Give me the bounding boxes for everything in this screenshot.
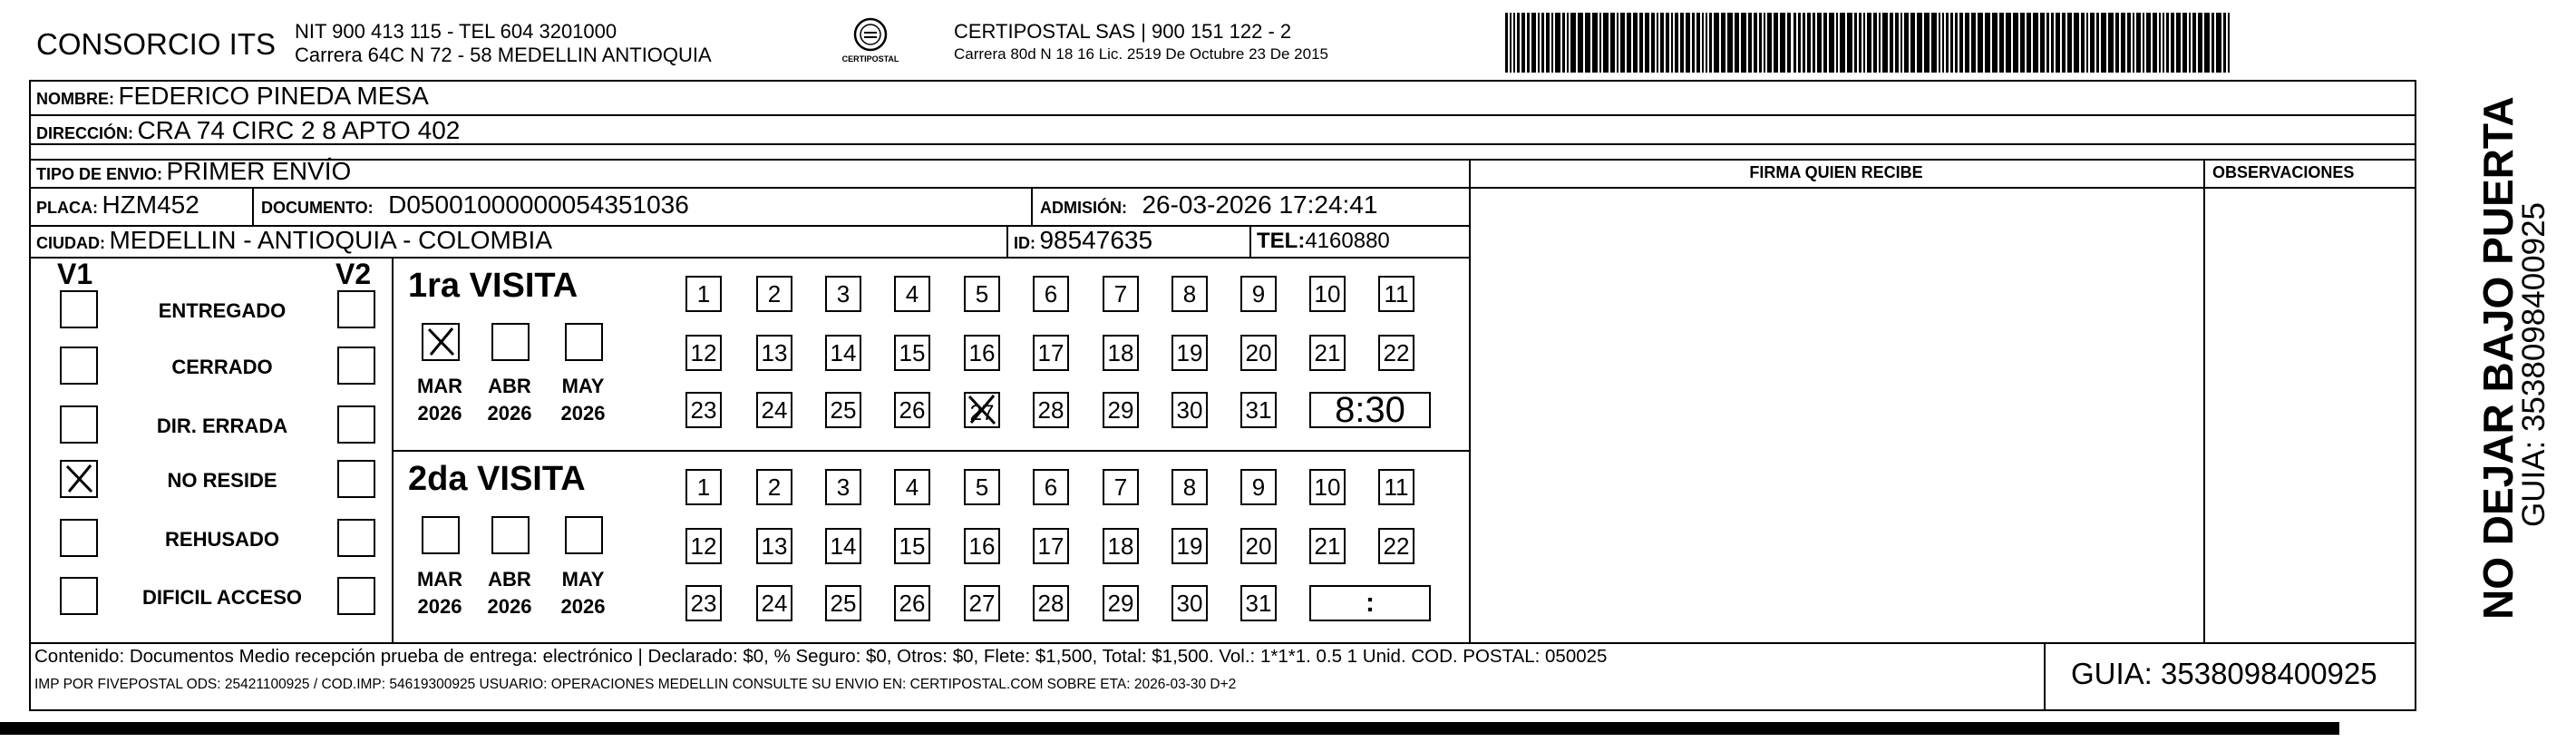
barcode-bar bbox=[2096, 13, 2099, 73]
visit1-day-box[interactable]: 26 bbox=[894, 392, 930, 428]
tel-label: TEL: bbox=[1257, 229, 1306, 253]
barcode-bar bbox=[1735, 13, 1739, 73]
barcode-bar bbox=[1859, 13, 1862, 73]
barcode-bar bbox=[1895, 13, 1899, 73]
barcode-bar bbox=[1793, 13, 1796, 73]
visit1-day-box[interactable]: 1 bbox=[685, 276, 722, 312]
admision-field bbox=[1040, 190, 1377, 220]
visit2-day-box[interactable]: 11 bbox=[1378, 469, 1414, 505]
barcode-bar bbox=[1578, 13, 1583, 73]
barcode-bar bbox=[1840, 13, 1845, 73]
visit2-day-box[interactable]: 1 bbox=[685, 469, 722, 505]
visit2-day-box[interactable]: 3 bbox=[825, 469, 861, 505]
footer-imp: IMP POR FIVEPOSTAL ODS: 25421100925 / COD.IMP: 54619300925 USUARIO: OPERACIONES MEDELLIN CONSULTE SU ENVIO EN: CERTIPOSTAL.COM SOBRE ETA: 2026-03-30 D+2 bbox=[34, 677, 1237, 692]
barcode-bar bbox=[2166, 13, 2169, 73]
visit1-year-label: 2026 bbox=[417, 402, 462, 425]
visit2-day-box[interactable]: 5 bbox=[964, 469, 1000, 505]
visit1-title: 1ra VISITA bbox=[408, 267, 578, 305]
barcode-bar bbox=[1603, 13, 1609, 73]
status-label: DIFICIL ACCESO bbox=[141, 586, 302, 609]
barcode-bar bbox=[1890, 13, 1893, 73]
barcode-bar bbox=[1570, 13, 1576, 73]
logo-caption: CERTIPOSTAL bbox=[841, 54, 899, 63]
visit1-day-box[interactable]: 9 bbox=[1240, 276, 1277, 312]
footer-guia: GUIA: 3538098400925 bbox=[2071, 657, 2377, 690]
barcode-bar bbox=[1829, 13, 1834, 73]
barcode-bar bbox=[1510, 13, 1512, 73]
visit1-day-box[interactable]: 25 bbox=[825, 392, 861, 428]
v2-checkbox[interactable] bbox=[337, 347, 375, 385]
barcode-bar bbox=[2228, 13, 2230, 73]
barcode-bar bbox=[1645, 13, 1649, 73]
visit1-day-box[interactable]: 13 bbox=[756, 335, 792, 371]
barcode-bar bbox=[2223, 13, 2226, 73]
barcode-bar bbox=[2062, 13, 2066, 73]
barcode-bar bbox=[2216, 13, 2221, 73]
barcode-bar bbox=[1992, 13, 1998, 73]
barcode-bar bbox=[1709, 13, 1712, 73]
barcode-bar bbox=[1721, 13, 1725, 73]
barcode-bar bbox=[1931, 13, 1937, 73]
visit2-day-box[interactable]: 15 bbox=[894, 528, 930, 564]
barcode-bar bbox=[2121, 13, 2125, 73]
visit2-day-box[interactable]: 21 bbox=[1309, 528, 1346, 564]
barcode-bar bbox=[1978, 13, 1983, 73]
visit1-year-label: 2026 bbox=[560, 402, 606, 425]
documento-field bbox=[261, 190, 689, 220]
barcode-bar bbox=[1917, 13, 1922, 73]
visit1-day-box[interactable]: 8 bbox=[1171, 276, 1208, 312]
barcode-bar bbox=[1666, 13, 1669, 73]
visit2-year-label: 2026 bbox=[487, 595, 532, 618]
barcode-bar bbox=[1999, 13, 2004, 73]
barcode-bar bbox=[2198, 13, 2202, 73]
barcode-bar bbox=[2056, 13, 2060, 73]
visit1-month-checkbox[interactable] bbox=[565, 323, 603, 361]
barcode-bar bbox=[2133, 13, 2134, 73]
visit2-month-checkbox[interactable] bbox=[565, 516, 603, 554]
documento-value: D05001000000054351036 bbox=[388, 190, 689, 219]
visit1-month-label: MAR bbox=[416, 375, 463, 397]
barcode-bar bbox=[2086, 13, 2088, 73]
barcode-bar bbox=[2146, 13, 2151, 73]
visit1-day-box[interactable]: 30 bbox=[1171, 392, 1208, 428]
barcode-bar bbox=[1741, 13, 1746, 73]
barcode-bar bbox=[1900, 13, 1902, 73]
barcode-bar bbox=[1714, 13, 1719, 73]
visit2-day-box[interactable]: 18 bbox=[1103, 528, 1139, 564]
barcode-bar bbox=[1863, 13, 1865, 73]
footer-contenido: Contenido: Documentos Medio recepción prueba de entrega: electrónico | Declarado: $0, % Seguro: $0, Otros: $0, Flete: $1,500, Total: $1,500. Vol.: 1*1*1. 0.5 1 Unid. COD. POSTAL: 050025 bbox=[34, 646, 1608, 667]
barcode-bar bbox=[2163, 13, 2164, 73]
barcode-bar bbox=[1567, 13, 1569, 73]
barcode-bar bbox=[1513, 13, 1515, 73]
barcode-bar bbox=[1774, 13, 1778, 73]
barcode-bar bbox=[1798, 13, 1801, 73]
visit2-day-box[interactable]: 9 bbox=[1240, 469, 1277, 505]
visit2-year-label: 2026 bbox=[417, 595, 462, 618]
barcode-bar bbox=[1787, 13, 1791, 73]
barcode-bar bbox=[2040, 13, 2045, 73]
visit2-time-box[interactable]: : bbox=[1309, 585, 1431, 621]
barcode-bar bbox=[1505, 13, 1508, 73]
v2-checkbox[interactable] bbox=[337, 290, 375, 328]
v2-checkbox[interactable] bbox=[337, 405, 375, 444]
documento-label: DOCUMENTO: bbox=[261, 199, 374, 217]
direccion-value: CRA 74 CIRC 2 8 APTO 402 bbox=[137, 116, 461, 144]
visit1-day-box[interactable]: 11 bbox=[1378, 276, 1414, 312]
nombre-label: NOMBRE: bbox=[36, 90, 114, 108]
visit1-year-label: 2026 bbox=[487, 402, 532, 425]
visit1-day-box[interactable]: 29 bbox=[1103, 392, 1139, 428]
visit1-day-box[interactable]: 28 bbox=[1033, 392, 1069, 428]
visit2-month-label: ABR bbox=[488, 568, 531, 591]
visit2-day-box[interactable]: 28 bbox=[1033, 585, 1069, 621]
visit1-day-box[interactable]: 19 bbox=[1171, 335, 1208, 371]
barcode-bar bbox=[2136, 13, 2141, 73]
admision-value: 26-03-2026 17:24:41 bbox=[1142, 190, 1378, 219]
visit2-day-box[interactable]: 4 bbox=[894, 469, 930, 505]
status-label: NO RESIDE bbox=[167, 469, 277, 492]
barcode-bar bbox=[1873, 13, 1877, 73]
v2-checkbox[interactable] bbox=[337, 577, 375, 615]
barcode-bar bbox=[1671, 13, 1673, 73]
visit2-day-box[interactable]: 27 bbox=[964, 585, 1000, 621]
visit2-month-label: MAR bbox=[416, 568, 463, 591]
v1-checkbox[interactable] bbox=[60, 405, 98, 444]
barcode-bar bbox=[1803, 13, 1805, 73]
visit1-month-checkbox[interactable] bbox=[422, 323, 460, 361]
visit1-day-box[interactable]: 6 bbox=[1033, 276, 1069, 312]
visit1-time-box[interactable]: 8:30 bbox=[1309, 392, 1431, 428]
visit2-day-box[interactable]: 2 bbox=[756, 469, 792, 505]
barcode-bar bbox=[2108, 13, 2114, 73]
barcode-bar bbox=[2176, 13, 2181, 73]
v1-checkbox[interactable] bbox=[60, 577, 98, 615]
visit1-day-box[interactable]: 23 bbox=[685, 392, 722, 428]
barcode-bar bbox=[2159, 13, 2161, 73]
barcode-bar bbox=[1620, 13, 1625, 73]
visit2-day-box[interactable]: 23 bbox=[685, 585, 722, 621]
visit1-day-box[interactable]: 5 bbox=[964, 276, 1000, 312]
barcode-bar bbox=[1599, 13, 1601, 73]
visit1-day-box[interactable]: 20 bbox=[1240, 335, 1277, 371]
barcode-bar bbox=[2006, 13, 2011, 73]
visit1-day-box[interactable]: 12 bbox=[685, 335, 722, 371]
visit1-day-box[interactable]: 7 bbox=[1103, 276, 1139, 312]
tipo-envio-label: TIPO DE ENVIO: bbox=[36, 165, 163, 183]
visit2-title: 2da VISITA bbox=[408, 460, 586, 498]
visit1-day-box[interactable]: 24 bbox=[756, 392, 792, 428]
visit2-day-box[interactable]: 16 bbox=[964, 528, 1000, 564]
visit1-day-box[interactable]: 3 bbox=[825, 276, 861, 312]
barcode-bar bbox=[2013, 13, 2018, 73]
barcode-bar bbox=[2046, 13, 2049, 73]
placa-label: PLACA: bbox=[36, 199, 98, 217]
barcode-bar bbox=[2115, 13, 2119, 73]
barcode-bar bbox=[1675, 13, 1678, 73]
barcode-bar bbox=[2101, 13, 2106, 73]
visit1-month-checkbox[interactable] bbox=[491, 323, 530, 361]
ciudad-value: MEDELLIN - ANTIOQUIA - COLOMBIA bbox=[109, 226, 552, 254]
visit2-day-box[interactable]: 29 bbox=[1103, 585, 1139, 621]
barcode-bar bbox=[2182, 13, 2187, 73]
barcode-bar bbox=[1955, 13, 1958, 73]
barcode-bar bbox=[1686, 13, 1690, 73]
company-info-line1: NIT 900 413 115 - TEL 604 3201000 bbox=[295, 20, 617, 43]
barcode-bar bbox=[1867, 13, 1871, 73]
barcode-bar bbox=[2051, 13, 2054, 73]
svg-text:27: 27 bbox=[969, 401, 995, 425]
v1-checkbox[interactable] bbox=[60, 290, 98, 328]
visit2-month-checkbox[interactable] bbox=[422, 516, 460, 554]
barcode-bar bbox=[1823, 13, 1827, 73]
visit1-day-box[interactable] bbox=[964, 392, 1000, 428]
barcode-bar bbox=[1813, 13, 1815, 73]
v1-checkbox[interactable] bbox=[60, 519, 98, 557]
observaciones-label: OBSERVACIONES bbox=[2212, 163, 2355, 181]
tel-field bbox=[1257, 229, 1390, 254]
barcode-bar bbox=[1727, 13, 1733, 73]
visit1-day-box[interactable]: 16 bbox=[964, 335, 1000, 371]
barcode-bar bbox=[1551, 13, 1553, 73]
barcode-bar bbox=[2081, 13, 2085, 73]
id-field bbox=[1014, 226, 1152, 255]
barcode-bar bbox=[1764, 13, 1765, 73]
barcode-bar bbox=[2189, 13, 2191, 73]
visit1-day-box[interactable]: 10 bbox=[1309, 276, 1346, 312]
barcode-bar bbox=[1946, 13, 1949, 73]
firma-label: FIRMA QUIEN RECIBE bbox=[1749, 163, 1923, 181]
certipostal-logo bbox=[830, 16, 911, 69]
barcode-bar bbox=[1965, 13, 1969, 73]
barcode-bar bbox=[1660, 13, 1664, 73]
ciudad-field bbox=[36, 226, 552, 255]
barcode-bar bbox=[2171, 13, 2174, 73]
tipo-envio-value: PRIMER ENVÍO bbox=[166, 157, 352, 185]
barcode-bar bbox=[1617, 13, 1619, 73]
barcode-bar bbox=[1767, 13, 1772, 73]
barcode-bar bbox=[1639, 13, 1643, 73]
barcode-bar bbox=[1706, 13, 1707, 73]
visit1-day-box[interactable]: 21 bbox=[1309, 335, 1346, 371]
barcode-bar bbox=[1985, 13, 1990, 73]
barcode-bar bbox=[1924, 13, 1930, 73]
certipostal-info-line2: Carrera 80d N 18 16 Lic. 2519 De Octubre 23 De 2015 bbox=[954, 45, 1328, 63]
v2-checkbox[interactable] bbox=[337, 519, 375, 557]
barcode-bar bbox=[1702, 13, 1704, 73]
ciudad-label: CIUDAD: bbox=[36, 234, 105, 252]
barcode-bar bbox=[1910, 13, 1915, 73]
barcode-bar bbox=[1680, 13, 1684, 73]
barcode-bar bbox=[1780, 13, 1785, 73]
bottom-bar bbox=[0, 722, 2339, 735]
v2-label: V2 bbox=[335, 258, 372, 290]
barcode-bar bbox=[1562, 13, 1565, 73]
nombre-row bbox=[36, 82, 429, 111]
barcode-bar bbox=[1627, 13, 1631, 73]
barcode-bar bbox=[1585, 13, 1590, 73]
barcode-bar bbox=[1879, 13, 1881, 73]
visit1-day-box[interactable]: 31 bbox=[1240, 392, 1277, 428]
barcode-bar bbox=[1754, 13, 1757, 73]
barcode-bar bbox=[1748, 13, 1752, 73]
barcode-bar bbox=[2127, 13, 2131, 73]
barcode-bar bbox=[1950, 13, 1953, 73]
side-guia: GUIA: 3538098400925 bbox=[2516, 201, 2552, 528]
admision-label: ADMISIÓN: bbox=[1040, 199, 1127, 217]
v1-checkbox[interactable] bbox=[60, 347, 98, 385]
status-label: ENTREGADO bbox=[158, 299, 287, 322]
barcode-bar bbox=[2027, 13, 2031, 73]
visit2-day-box[interactable]: 6 bbox=[1033, 469, 1069, 505]
nombre-value: FEDERICO PINEDA MESA bbox=[118, 82, 429, 110]
visit2-day-box[interactable]: 31 bbox=[1240, 585, 1277, 621]
barcode-bar bbox=[1546, 13, 1550, 73]
visit1-day-box[interactable]: 22 bbox=[1378, 335, 1414, 371]
barcode-bar bbox=[1971, 13, 1976, 73]
company-name: CONSORCIO ITS bbox=[36, 27, 277, 61]
barcode-bar bbox=[2204, 13, 2210, 73]
tel-value: 4160880 bbox=[1305, 229, 1390, 253]
barcode-bar bbox=[1836, 13, 1838, 73]
status-label: REHUSADO bbox=[165, 528, 279, 551]
placa-value: HZM452 bbox=[102, 190, 199, 219]
barcode-bar bbox=[1882, 13, 1888, 73]
visit2-day-box[interactable]: 30 bbox=[1171, 585, 1208, 621]
barcode-bar bbox=[1759, 13, 1762, 73]
visit2-day-box[interactable]: 10 bbox=[1309, 469, 1346, 505]
barcode-bar bbox=[1521, 13, 1525, 73]
barcode-bar bbox=[2192, 13, 2196, 73]
visit1-day-box[interactable]: 4 bbox=[894, 276, 930, 312]
barcode-bar bbox=[1959, 13, 1963, 73]
barcode-bar bbox=[2090, 13, 2095, 73]
tipo-envio-row bbox=[36, 157, 351, 186]
visit2-month-label: MAY bbox=[561, 568, 605, 591]
visit1-month-label: MAY bbox=[561, 375, 605, 397]
barcode-bar bbox=[2067, 13, 2072, 73]
visit2-day-box[interactable]: 19 bbox=[1171, 528, 1208, 564]
visit2-day-box[interactable]: 14 bbox=[825, 528, 861, 564]
visit2-day-box[interactable]: 22 bbox=[1378, 528, 1414, 564]
status-label: DIR. ERRADA bbox=[156, 415, 288, 437]
barcode-bar bbox=[1904, 13, 1909, 73]
barcode-bar bbox=[1942, 13, 1944, 73]
barcode-bar bbox=[1692, 13, 1695, 73]
direccion-label: DIRECCIÓN: bbox=[36, 124, 133, 142]
visit2-day-box[interactable]: 26 bbox=[894, 585, 930, 621]
barcode-bar bbox=[1633, 13, 1638, 73]
visit2-day-box[interactable]: 20 bbox=[1240, 528, 1277, 564]
barcode-bar bbox=[2143, 13, 2144, 73]
id-value: 98547635 bbox=[1039, 226, 1153, 254]
barcode-bar bbox=[2074, 13, 2079, 73]
id-label: ID: bbox=[1014, 234, 1035, 252]
visit2-day-box[interactable]: 12 bbox=[685, 528, 722, 564]
visit2-day-box[interactable]: 25 bbox=[825, 585, 861, 621]
barcode-bar bbox=[1696, 13, 1700, 73]
visit2-month-checkbox[interactable] bbox=[491, 516, 530, 554]
v1-label: V1 bbox=[57, 258, 93, 290]
visit1-day-box[interactable]: 18 bbox=[1103, 335, 1139, 371]
side-text bbox=[2421, 96, 2575, 620]
barcode-bar bbox=[2033, 13, 2038, 73]
barcode-bar bbox=[1847, 13, 1852, 73]
v1-checkbox[interactable] bbox=[60, 460, 98, 498]
visit2-day-box[interactable]: 24 bbox=[756, 585, 792, 621]
barcode-bar bbox=[1541, 13, 1544, 73]
barcode-bar bbox=[2020, 13, 2025, 73]
visit2-day-box[interactable]: 7 bbox=[1103, 469, 1139, 505]
visit2-year-label: 2026 bbox=[560, 595, 606, 618]
placa-field bbox=[36, 190, 199, 220]
barcode-bar bbox=[1592, 13, 1598, 73]
barcode-bar bbox=[1939, 13, 1940, 73]
visit1-day-box[interactable]: 17 bbox=[1033, 335, 1069, 371]
v2-checkbox[interactable] bbox=[337, 460, 375, 498]
visit1-day-box[interactable]: 2 bbox=[756, 276, 792, 312]
direccion-row bbox=[36, 116, 460, 145]
barcode-bar bbox=[1555, 13, 1560, 73]
barcode-bar bbox=[1610, 13, 1615, 73]
visit2-day-box[interactable]: 17 bbox=[1033, 528, 1069, 564]
barcode-bar bbox=[1807, 13, 1811, 73]
barcode-bar bbox=[1817, 13, 1822, 73]
barcode-bar bbox=[1538, 13, 1540, 73]
status-label: CERRADO bbox=[171, 356, 273, 378]
visit1-day-box[interactable]: 15 bbox=[894, 335, 930, 371]
barcode bbox=[1505, 13, 2231, 73]
visit2-day-box[interactable]: 13 bbox=[756, 528, 792, 564]
barcode-bar bbox=[1651, 13, 1655, 73]
barcode-bar bbox=[1531, 13, 1536, 73]
visit2-day-box[interactable]: 8 bbox=[1171, 469, 1208, 505]
visit1-day-box[interactable]: 14 bbox=[825, 335, 861, 371]
barcode-bar bbox=[2153, 13, 2157, 73]
visit1-month-label: ABR bbox=[488, 375, 531, 397]
barcode-bar bbox=[1854, 13, 1857, 73]
company-info-line2: Carrera 64C N 72 - 58 MEDELLIN ANTIOQUIA bbox=[295, 44, 712, 66]
barcode-bar bbox=[1517, 13, 1520, 73]
side-warning: NO DEJAR BAJO PUERTA bbox=[2474, 96, 2522, 620]
certipostal-info-line1: CERTIPOSTAL SAS | 900 151 122 - 2 bbox=[954, 20, 1292, 43]
barcode-bar bbox=[1657, 13, 1658, 73]
barcode-bar bbox=[1527, 13, 1530, 73]
barcode-bar bbox=[2211, 13, 2214, 73]
